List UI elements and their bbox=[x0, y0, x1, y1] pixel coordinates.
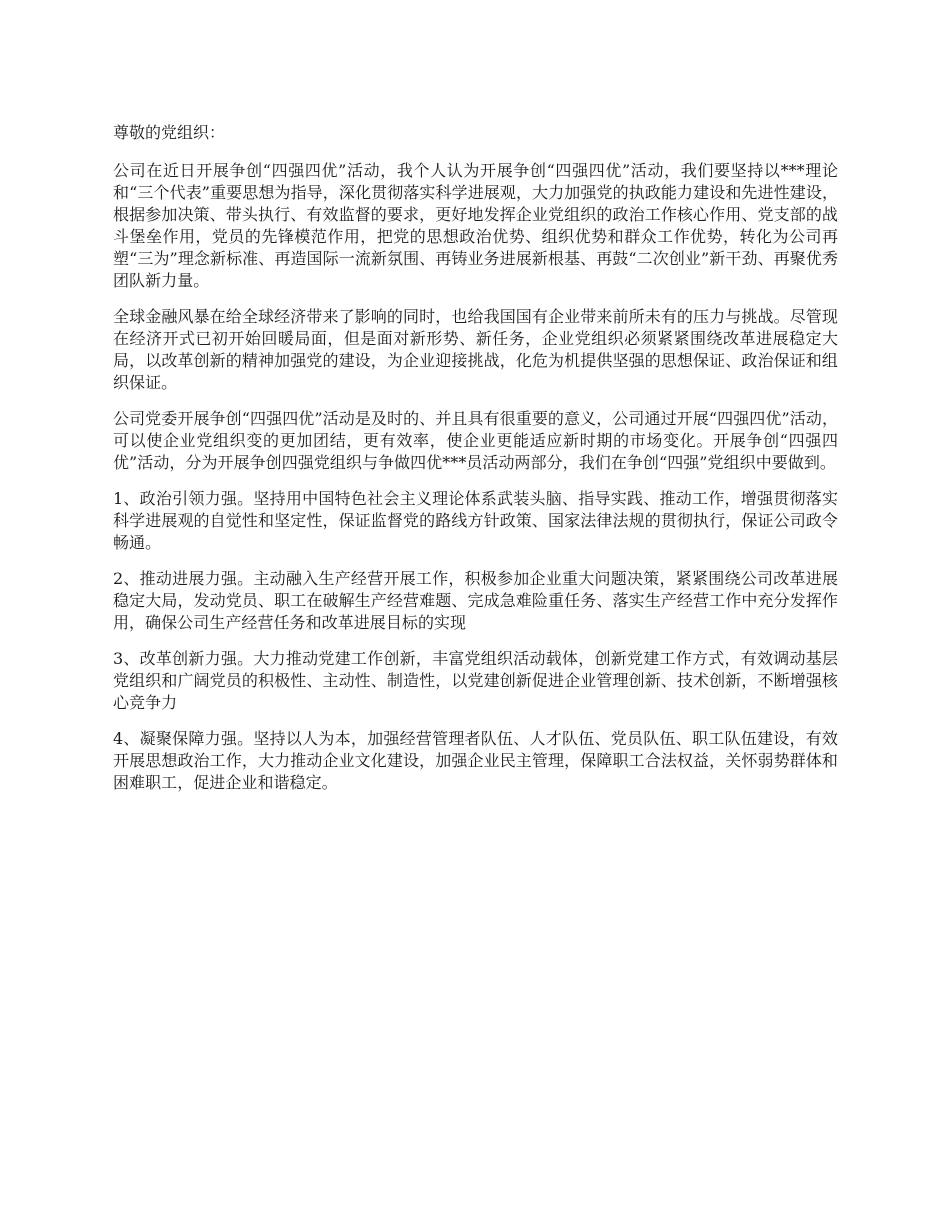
body-paragraph-intro: 公司在近日开展争创“四强四优”活动，我个人认为开展争创“四强四优”活动，我们要坚持以***理论和“三个代表”重要思想为指导，深化贯彻落实科学进展观，大力加强党的执政能力建设和先进性建设，根据参加决策、带头执行、有效监督的要求，更好地发挥企业党组织的政治工作核心作用、党支部的战斗堡垒作用，党员的先锋模范作用，把党的思想政治优势、组织优势和群众工作优势，转化为公司再塑“三为”理念新标准、再造国际一流新氛围、再铸业务进展新根基、再鼓“二次创业”新干劲、再聚优秀团队新力量。 bbox=[113, 161, 838, 290]
document-page bbox=[113, 122, 838, 808]
salutation: 尊敬的党组织： bbox=[113, 123, 226, 142]
body-paragraph-significance: 公司党委开展争创“四强四优”活动是及时的、并且具有很重要的意义，公司通过开展“四强四优”活动，可以使企业党组织变的更加团结，更有效率，使企业更能适应新时期的市场变化。开展争创“四强四优”活动，分为开展争创四强党组织与争做四优***员活动两部分，我们在争创“四强”党组织中要做到。 bbox=[113, 409, 838, 472]
list-item-political-leadership: 1、政治引领力强。坚持用中国特色社会主义理论体系武装头脑、指导实践、推动工作，增强贯彻落实科学进展观的自觉性和坚定性，保证监督党的路线方针政策、国家法律法规的贯彻执行，保证公司政令畅通。 bbox=[113, 489, 838, 552]
body-paragraph-context: 全球金融风暴在给全球经济带来了影响的同时，也给我国国有企业带来前所未有的压力与挑战。尽管现在经济开式已初开始回暖局面，但是面对新形势、新任务，企业党组织必须紧紧围绕改革进展稳定大局，以改革创新的精神加强党的建设，为企业迎接挑战，化危为机提供坚强的思想保证、政治保证和组织保证。 bbox=[113, 307, 838, 392]
list-item-reform-innovation: 3、改革创新力强。大力推动党建工作创新，丰富党组织活动载体，创新党建工作方式，有效调动基层党组织和广阔党员的积极性、主动性、制造性，以党建创新促进企业管理创新、技术创新，不断增强核心竞争力 bbox=[113, 649, 838, 712]
list-item-cohesion-support: 4、凝聚保障力强。坚持以人为本，加强经营管理者队伍、人才队伍、党员队伍、职工队伍建设，有效开展思想政治工作，大力推动企业文化建设，加强企业民主管理，保障职工合法权益，关怀弱势群体和困难职工，促进企业和谐稳定。 bbox=[113, 729, 838, 792]
list-item-development-drive: 2、推动进展力强。主动融入生产经营开展工作，积极参加企业重大问题决策，紧紧围绕公司改革进展稳定大局，发动党员、职工在破解生产经营难题、完成急难险重任务、落实生产经营工作中充分发挥作用，确保公司生产经营任务和改革进展目标的实现 bbox=[113, 569, 838, 632]
